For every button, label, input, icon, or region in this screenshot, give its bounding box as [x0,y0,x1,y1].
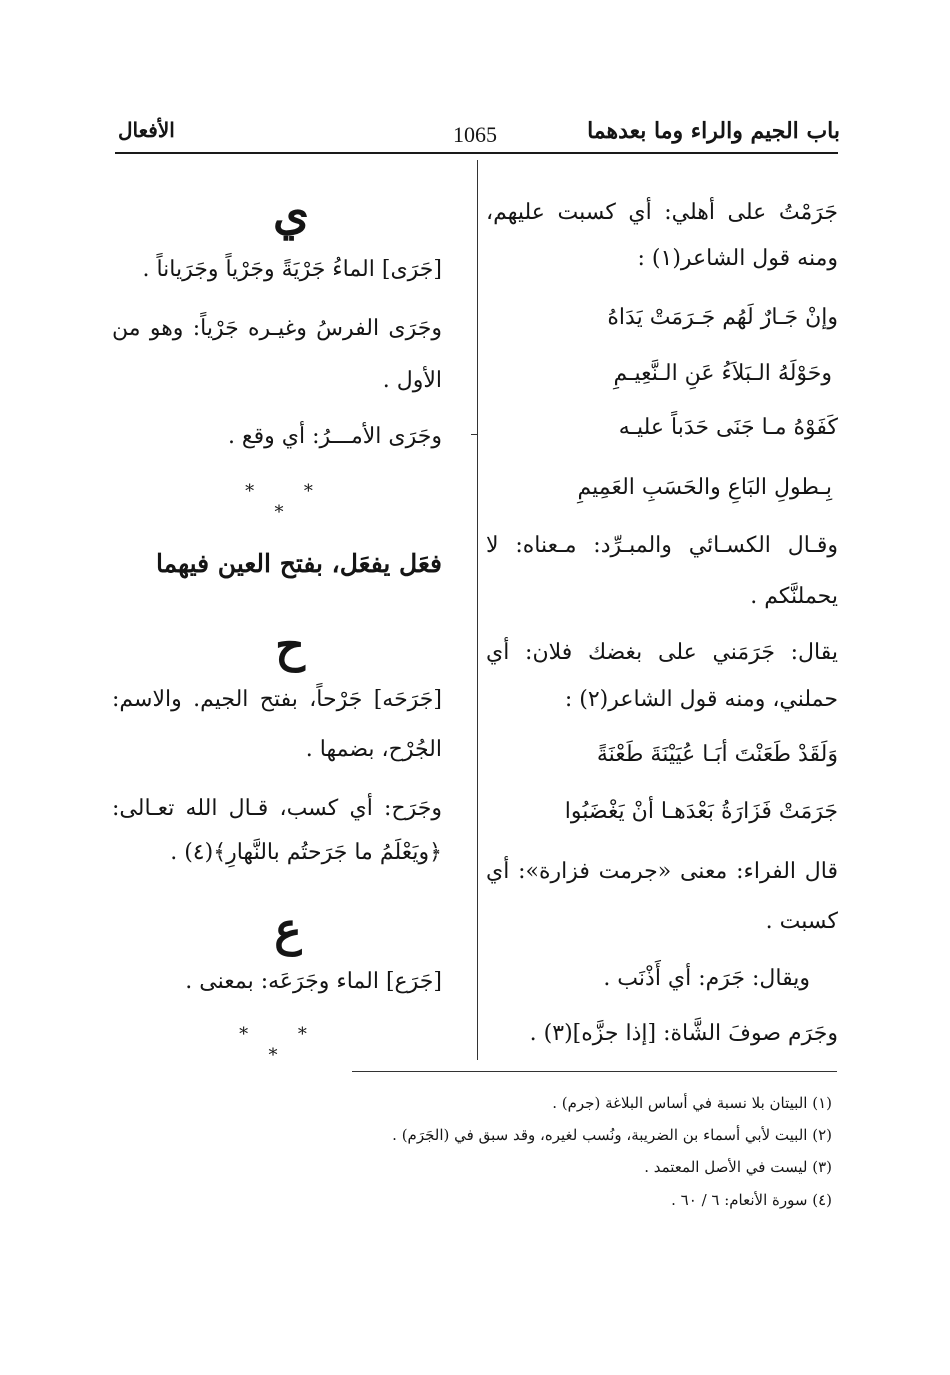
text-line: حملني، ومنه قول الشاعر(٢) : [564,687,838,712]
footnote: (١) البيتان بلا نسبة في أساس البلاغة (جرم) . [552,1094,832,1112]
section-letter-ha: ح [275,618,305,672]
quran-verse: ﴿ويَعْلَمُ ما جَرَحتُم بالنَّهارِ﴾(٤) . [170,840,442,865]
verse-line: وإنْ جَـارٌ لَهُم جَـرَمَتْ يَدَاهُ [607,305,838,330]
page-header-section: الأفعال [118,118,175,142]
text-line: جَرَمْتُ على أهلي: أي كسبت عليهم، [486,200,838,225]
text-line: قال الفراء: معنى «جرمت فزارة»: أي [486,859,838,884]
text-line: ومنه قول الشاعر(١) : [637,246,838,271]
text-line: يحملنَّكم . [750,584,838,609]
text-line: [جَرَع] الماء وجَرَعَه: بمعنى . [185,969,442,994]
verse-line: بِـطولِ البَاعِ والحَسَبِ العَمِيمِ [577,475,832,500]
text-line: وجَرَى الأمـــرُ: أي وقع . [227,424,442,449]
header-rule [115,152,838,154]
text-line: ويقال: جَرَم: أي أَذْنَب . [603,966,810,991]
column-divider-tick [471,434,477,435]
verse-line: وَلَقَدْ طَعَنْتَ أبَـا عُيَيْنَةَ طَعْنَةً [596,742,838,767]
text-line: وقـال الكسـائي والمبـرِّد: مـعناه: لا [486,533,838,558]
text-line: [جَرَحَه] جَرْحاً، بفتح الجيم. والاسم: [112,687,442,712]
section-separator: * * * [239,1024,329,1066]
text-line: يقال: جَرَمَني على بغضك فلان: أي [486,640,838,665]
verse-line: جَرَمَتْ فَزَارَةُ بَعْدَهـا أنْ يَغْضَبُوا [564,799,838,824]
text-line: وجَرَح: أي كسب، قـال الله تعـالى: [112,796,442,821]
section-heading: فعَل يفعَل، بفتح العين فيهما [156,549,442,578]
verse-line: وحَوْلَهُ الـبَلاَءُ عَنِ الـنَّعِيـمِ [613,361,832,386]
footnote: (٢) البيت لأبي أسماء بن الضريبة، ونُسب لغيره، وقد سبق في (الجَرَم) . [392,1126,832,1144]
text-line: [جَرَى] الماءُ جَرْيَةً وجَرْياً وجَرَياناً . [142,257,442,282]
text-line: كسبت . [765,909,838,934]
section-separator: * * * [245,481,335,523]
footnote: (٣) ليست في الأصل المعتمد . [644,1158,832,1176]
column-divider [477,160,478,1060]
text-line: الجُرْح، بضمها . [305,737,442,762]
footnote: (٤) سورة الأنعام: ٦ / ٦٠ . [671,1191,832,1209]
section-letter-ya: ي [272,186,309,240]
text-line: الأول . [382,368,442,393]
verse-line: كَفَوْهُ مـا جَنَى حَدَباً عليـه [618,415,838,440]
page-header-title: باب الجيم والراء وما بعدهما [587,118,840,144]
text-line: وجَرَم صوفَ الشَّاة: [إذا جزَّه](٣) . [529,1021,838,1046]
section-letter-ayn: ع [274,902,302,956]
page-number: 1065 [453,122,497,147]
footnote-rule [352,1071,837,1072]
text-line: وجَرَى الفرسُ وغيـره جَرْياً: وهو من [112,316,442,341]
